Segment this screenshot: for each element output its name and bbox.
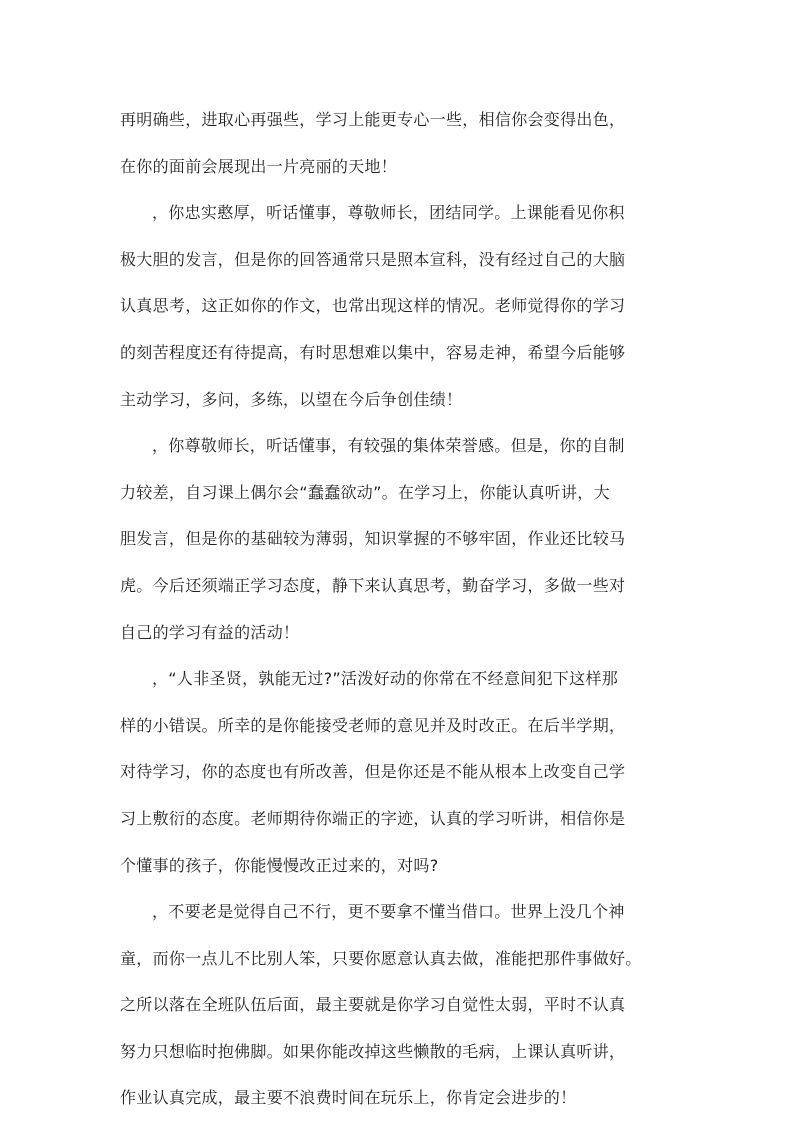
text-line: ，你尊敬师长，听话懂事，有较强的集体荣誉感。但是，你的自制 [152,436,625,456]
text-line: 胆发言，但是你的基础较为薄弱，知识掌握的不够牢固，作业还比较马 [120,529,626,549]
text-line: 对待学习，你的态度也有所改善，但是你还是不能从根本上改变自己学 [120,762,626,782]
document-body [120,97,676,1122]
text-line: 力较差，自习课上偶尔会“蠢蠢欲动”。在学习上，你能认真听讲，大 [120,482,610,502]
text-line: 极大胆的发言，但是你的回答通常只是照本宣科，没有经过自己的大脑 [120,249,626,269]
text-line: 再明确些，进取心再强些，学习上能更专心一些，相信你会变得出色， [120,110,626,129]
text-line: 习上敷衍的态度。老师期待你端正的字迹，认真的学习听讲，相信你是 [120,808,626,828]
paragraph-3 [120,423,676,656]
text-line: ，“人非圣贤，孰能无过?”活泼好动的你常在不经意间犯下这样那 [152,669,619,689]
paragraph-4 [120,656,676,889]
text-line: 主动学习，多问，多练，以望在今后争创佳绩！ [120,389,463,409]
text-line: 努力只想临时抱佛脚。如果你能改掉这些懒散的毛病，上课认真听讲， [120,1041,626,1061]
text-line: 之所以落在全班队伍后面，最主要就是你学习自觉性太弱，平时不认真 [120,995,626,1015]
text-line: 样的小错误。所幸的是你能接受老师的意见并及时改正。在后半学期， [120,715,626,735]
text-line: 童，而你一点儿不比别人笨，只要你愿意认真去做，准能把那件事做好。 [120,948,642,968]
text-line: 自己的学习有益的活动！ [120,622,300,642]
text-line: 认真思考，这正如你的作文，也常出现这样的情况。老师觉得你的学习 [120,296,626,316]
text-line: 虎。今后还须端正学习态度，静下来认真思考，勤奋学习，多做一些对 [120,575,626,595]
text-line: 在你的面前会展现出一片亮丽的天地！ [120,156,398,176]
paragraph-1 [120,97,676,190]
text-line: 作业认真完成，最主要不浪费时间在玩乐上，你肯定会进步的！ [120,1088,577,1108]
text-line: 个懂事的孩子，你能慢慢改正过来的，对吗? [120,855,439,875]
paragraph-2 [120,190,676,423]
text-line: 的刻苦程度还有待提高，有时思想难以集中，容易走神，希望今后能够 [120,342,626,362]
text-line: ，不要老是觉得自己不行，更不要拿不懂当借口。世界上没几个神 [152,902,625,922]
paragraph-5 [120,889,676,1122]
text-line: ，你忠实憨厚，听话懂事，尊敬师长，团结同学。上课能看见你积 [152,203,625,223]
